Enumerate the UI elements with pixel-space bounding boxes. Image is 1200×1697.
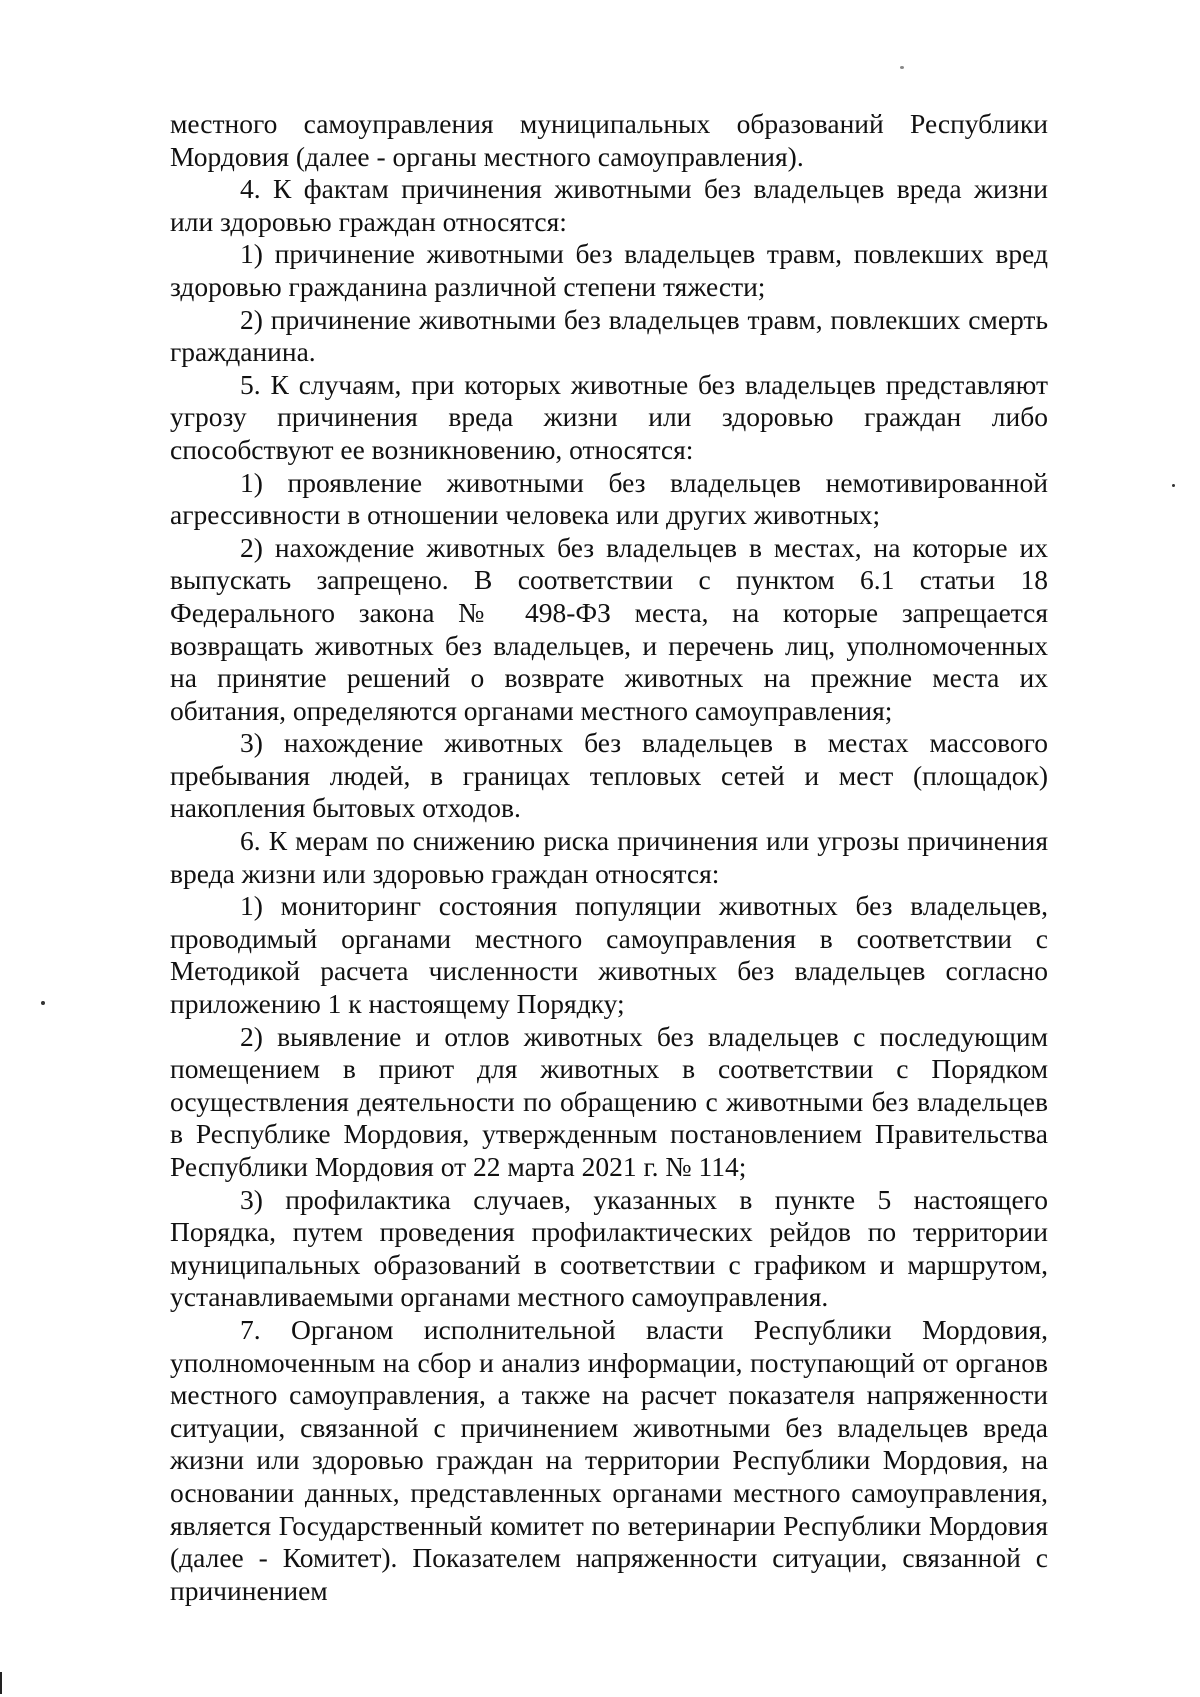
paragraph-item-4-1: 1) причинение животными без владельцев травм, повлекших вред здоровью гражданина различной степени тяжести; (170, 238, 1048, 302)
paragraph-item-5: 5. К случаям, при которых животные без владельцев представляют угрозу причинения вреда жизни или здоровью граждан либо способствуют ее возникновению, относятся: (170, 368, 1048, 465)
paragraph-item-6-3: 3) профилактика случаев, указанных в пункте 5 настоящего Порядка, путем проведения профилактических рейдов по территории муниципальных образований в соответствии с графиком и маршрутом, устанавливаемыми органами местного самоуправления. (170, 1183, 1048, 1313)
paragraph-item-6-2: 2) выявление и отлов животных без владельцев с последующим помещением в приют для животных в соответствии с Порядком осуществления деятельности по обращению с животными без владельцев в Республике Мордовия, утвержденным постановлением Правительства Республики Мордовия от 22 марта 2021 г. № 114; (170, 1020, 1048, 1182)
paragraph-item-4: 4. К фактам причинения животными без владельцев вреда жизни или здоровью граждан относятся: (170, 173, 1048, 237)
paragraph-item-7: 7. Органом исполнительной власти Республики Мордовия, уполномоченным на сбор и анализ информации, поступающий от органов местного самоуправления, а также на расчет показателя напряженности ситуации, связанной с причинением животными без владельцев вреда жизни или здоровью граждан на территории Республики Мордовия, на основании данных, представленных органами местного самоуправления, является Государственный комитет по ветеринарии Республики Мордовия (далее - Комитет). Показателем напряженности ситуации, связанной с причинением (170, 1313, 1048, 1606)
paragraph-item-5-1: 1) проявление животными без владельцев немотивированной агрессивности в отношении человека или других животных; (170, 466, 1048, 531)
paragraph-item-6-1: 1) мониторинг состояния популяции животных без владельцев, проводимый органами местного самоуправления в соответствии с Методикой расчета численности животных без владельцев согласно приложению 1 к настоящему Порядку; (170, 890, 1048, 1020)
paragraph-item-5-3: 3) нахождение животных без владельцев в местах массового пребывания людей, в границах тепловых сетей и мест (площадок) накопления бытовых отходов. (170, 727, 1048, 824)
scan-speck (41, 1001, 45, 1005)
scan-speck (0, 1672, 2, 1694)
document-page (170, 108, 1048, 1607)
paragraph-item-5-2: 2) нахождение животных без владельцев в местах, на которые их выпускать запрещено. В соответствии с пунктом 6.1 статьи 18 Федерального закона № 498-ФЗ места, на которые запрещается возвращать животных без владельцев, и перечень лиц, уполномоченных на принятие решений о возврате животных на прежние места их обитания, определяются органами местного самоуправления; (170, 531, 1048, 726)
scan-speck (900, 66, 904, 69)
paragraph-continuation: местного самоуправления муниципальных образований Республики Мордовия (далее - органы местного самоуправления). (170, 108, 1048, 172)
paragraph-item-4-2: 2) причинение животными без владельцев травм, повлекших смерть гражданина. (170, 303, 1048, 368)
paragraph-item-6: 6. К мерам по снижению риска причинения или угрозы причинения вреда жизни или здоровью граждан относятся: (170, 825, 1048, 889)
scan-speck (1172, 484, 1175, 487)
